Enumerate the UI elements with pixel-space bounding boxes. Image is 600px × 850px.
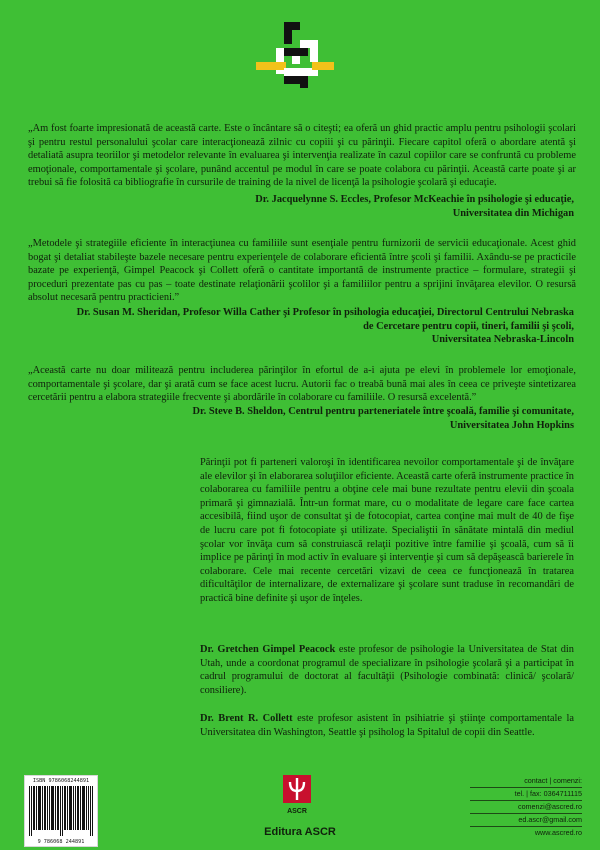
- attribution-line: Dr. Susan M. Sheridan, Profesor Willa Cather şi Profesor în psihologia educaţiei, Directorul Centrului Nebraska: [76, 307, 574, 318]
- publisher-name: Editura ASCR: [264, 826, 336, 838]
- contact-block: [470, 775, 582, 839]
- endorsement-quote-2: „Metodele şi strategiile eficiente în interacţiunea cu familiile sunt esenţiale pentru furnizorii de servicii educaţionale. Acest ghid bogat şi detaliat stabileşte bazele necesare pentru experienţele de colaborare eficientă între şcoli şi familii. Axându-se pe practicile bazate pe experienţă, Gimpel Peacock şi Collett oferă o cantitate importantă de instrumente practice – formulare, strategii şi proceduri prezentate pas cu pas – toate destinate relaţionării şcolilor şi a familiilor pentru a sprijini învăţarea elevilor. O resursă absolut necesară pentru practicieni.”: [28, 238, 576, 304]
- contact-email-info: ed.ascr@gmail.com: [470, 814, 582, 827]
- endorsement-attribution-1: [26, 193, 574, 220]
- endorsement-quote-1: „Am fost foarte impresionată de această carte. Este o încântare să o citeşti; ea oferă un ghid practic amplu pentru psihologii şcolari şi pentru restul personalului şcolar care interacţionează zilnic cu copiii şi cu părinţii. Fiecare capitol oferă o abordare atentă şi detaliată asupra teoriilor şi metodelor relevante în evaluarea şi intervenţia realizate în cazul copiilor care se confruntă cu probleme emoţionale, comportamentale şi şcolare, punând accentul pe modul în care se poate colabora cu părinţii. Această carte poate şi ar trebui să fie folosită ca bibliografie în cursurile de training de la nivel de licenţă la psihologie şcolară şi educaţie.: [28, 123, 576, 189]
- description-text: Părinţii pot fi parteneri valoroşi în identificarea nevoilor comportamentale şi de învăţare ale elevilor şi în elaborarea soluţiilor eficiente. Această carte oferă instrumente practice în colaborarea cu familiile pentru a obţine cele mai bune rezultate pentru elevii din şcoala primară şi gimnazială. Într-un format mare, cu o modalitate de legare care face cartea accesibilă, fiind uşor de consultat şi de fotocopiat, cartea conţine mai mult de 40 de fişe de lucru care pot fi fotocopiate şi utilizate. Specialiştii în sănătate mintală din mediul şcolar vor învăţa cum să construiască relaţii pozitive între familie şi şcoală, cum să îi implice pe părinţi în mod activ în evaluare şi intervenţie şi cum să depăşească barierele în colaborare. Cele mai recente cercetări vizavi de ceea ce funcţionează în tratarea dificultăţilor de internalizare, de externalizare şi şcolare sunt traduse în recomandări de practică bine definite şi uşor de înţeles.: [200, 457, 574, 604]
- contact-heading: contact | comenzi:: [470, 775, 582, 788]
- ascr-logo-icon: [283, 775, 311, 815]
- attribution-line: Universitatea John Hopkins: [449, 419, 574, 431]
- publisher-logo-text: ASCR: [287, 808, 307, 815]
- contact-email-orders: comenzi@ascred.ro: [470, 801, 582, 814]
- author-bio-1: [200, 643, 574, 697]
- endorsement-quote-3: „Această carte nu doar militează pentru includerea părinţilor în efortul de a-i ajuta pe elevi în problemele lor emoţionale, comportamentale şi şcolare, dar şi arată cum se face acest lucru. Autorii fac o treabă bună mai ales în ceea ce priveşte sintetizarea cercetării pentru a elabora strategiile frecvente şi abordările în colaborare cu familiile. O resursă excelentă.”: [28, 365, 576, 404]
- series-logo-icon: [254, 18, 338, 90]
- author-bio-2: [200, 712, 574, 739]
- author-bio-text: este profesor de psihologie la Universitatea de Stat din Utah, unde a coordonat programul de specializare în psihologie şcolară şi a participat în cadrul programului de doctorat al facultăţii (Psihologie combinată: clinică/ şcolară/ consiliere).: [200, 644, 574, 696]
- book-description: [200, 456, 574, 606]
- barcode-icon: [29, 786, 93, 836]
- contact-phone: tel. | fax: 0364711115: [470, 788, 582, 801]
- author-bio-text: este profesor asistent în psihiatrie şi ştiinţe comportamentale la Universitatea din Washington, Seattle şi psiholog la Spitalul de copii din Seattle.: [200, 713, 574, 738]
- endorsement-attribution-2: [26, 306, 574, 347]
- attribution-line: Universitatea Nebraska-Lincoln: [431, 334, 574, 346]
- contact-website: www.ascred.ro: [534, 828, 582, 837]
- attribution-line: Dr. Jacquelynne S. Eccles, Profesor McKeachie în psihologie şi educaţie,: [255, 194, 574, 205]
- endorsement-attribution-3: [26, 405, 574, 432]
- isbn-barcode: [24, 775, 98, 847]
- isbn-label: ISBN 9786068244891: [32, 778, 90, 784]
- barcode-digits: 9 786068 244891: [37, 839, 85, 845]
- attribution-line: Dr. Steve B. Sheldon, Centrul pentru parteneriatele între şcoală, familie şi comunitate,: [192, 406, 574, 417]
- attribution-line: de Cercetare pentru copii, tineri, familii şi şcoli,: [363, 320, 574, 332]
- author-name: Dr. Brent R. Collett: [200, 713, 293, 724]
- attribution-line: Universitatea din Michigan: [452, 207, 574, 219]
- author-name: Dr. Gretchen Gimpel Peacock: [200, 644, 336, 655]
